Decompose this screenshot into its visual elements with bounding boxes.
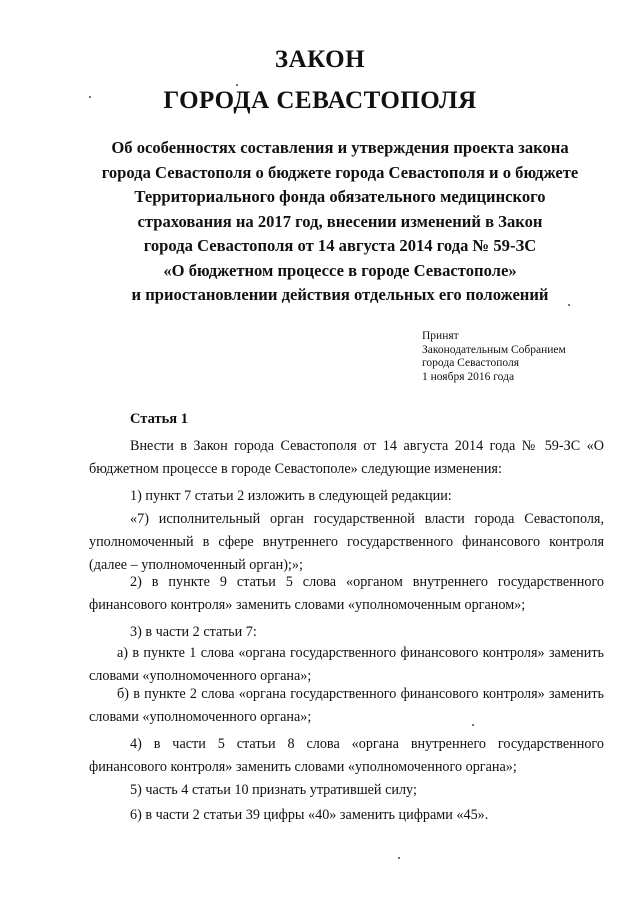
adoption-line: города Севастополя (422, 357, 519, 369)
adoption-date: 1 ноября 2016 года (422, 370, 515, 383)
paragraph: Внести в Закон города Севастополя от 14 августа 2014 года № 59-ЗС «О бюджетном процессе в городе Севастополе» следующие изменения: (89, 438, 604, 477)
paragraph: 2) в пункте 9 статьи 5 слова «органом внутреннего государственного финансового контроля» заменить словами «уполномоченным органом»; (89, 574, 604, 613)
scan-speck (568, 304, 570, 306)
paragraph: 3) в части 2 статьи 7: (130, 624, 257, 640)
scan-speck (398, 857, 400, 859)
law-title: ЗАКОН (274, 46, 366, 73)
heading-line: Территориального фонда обязательного медицинского (134, 187, 546, 206)
article-title: Статья 1 (130, 411, 188, 427)
paragraph: а) в пункте 1 слова «органа государственного финансового контроля» заменить словами «уполномоченного органа»; (89, 645, 604, 684)
adoption-note (422, 330, 566, 384)
heading-line: «О бюджетном процессе в городе Севастополе» (163, 260, 517, 280)
adoption-line: Законодательным Собранием (422, 343, 566, 356)
paragraph: 5) часть 4 статьи 10 признать утратившей силу; (130, 782, 417, 798)
law-city: ГОРОДА СЕВАСТОПОЛЯ (163, 87, 477, 114)
scan-speck (472, 724, 474, 726)
heading-line: страхования на 2017 год, внесении изменений в Закон (137, 211, 543, 231)
adoption-line: Принят (422, 330, 459, 342)
scan-speck (89, 96, 91, 98)
law-heading (70, 136, 610, 308)
scan-speck (236, 84, 238, 86)
paragraph: 6) в части 2 статьи 39 цифры «40» заменить цифрами «45». (130, 807, 489, 823)
paragraph: 1) пункт 7 статьи 2 изложить в следующей редакции: (130, 488, 452, 504)
paragraph: 4) в части 5 статьи 8 слова «органа внутреннего государственного финансового контроля» заменить словами «уполномоченного органа»; (89, 736, 604, 775)
paragraph: «7) исполнительный орган государственной власти города Севастополя, уполномоченный в сфере внутреннего государственного финансового контроля (далее – уполномоченный орган);»; (89, 511, 604, 573)
heading-line: города Севастополя о бюджете города Севастополя и о бюджете (101, 162, 579, 182)
paragraph: б) в пункте 2 слова «органа государственного финансового контроля» заменить словами «уполномоченного органа»; (89, 686, 604, 725)
heading-line: города Севастополя от 14 августа 2014 года № 59-ЗС (143, 236, 537, 255)
heading-line: Об особенностях составления и утверждения проекта закона (111, 138, 569, 157)
heading-line: и приостановлении действия отдельных его положений (131, 285, 549, 304)
